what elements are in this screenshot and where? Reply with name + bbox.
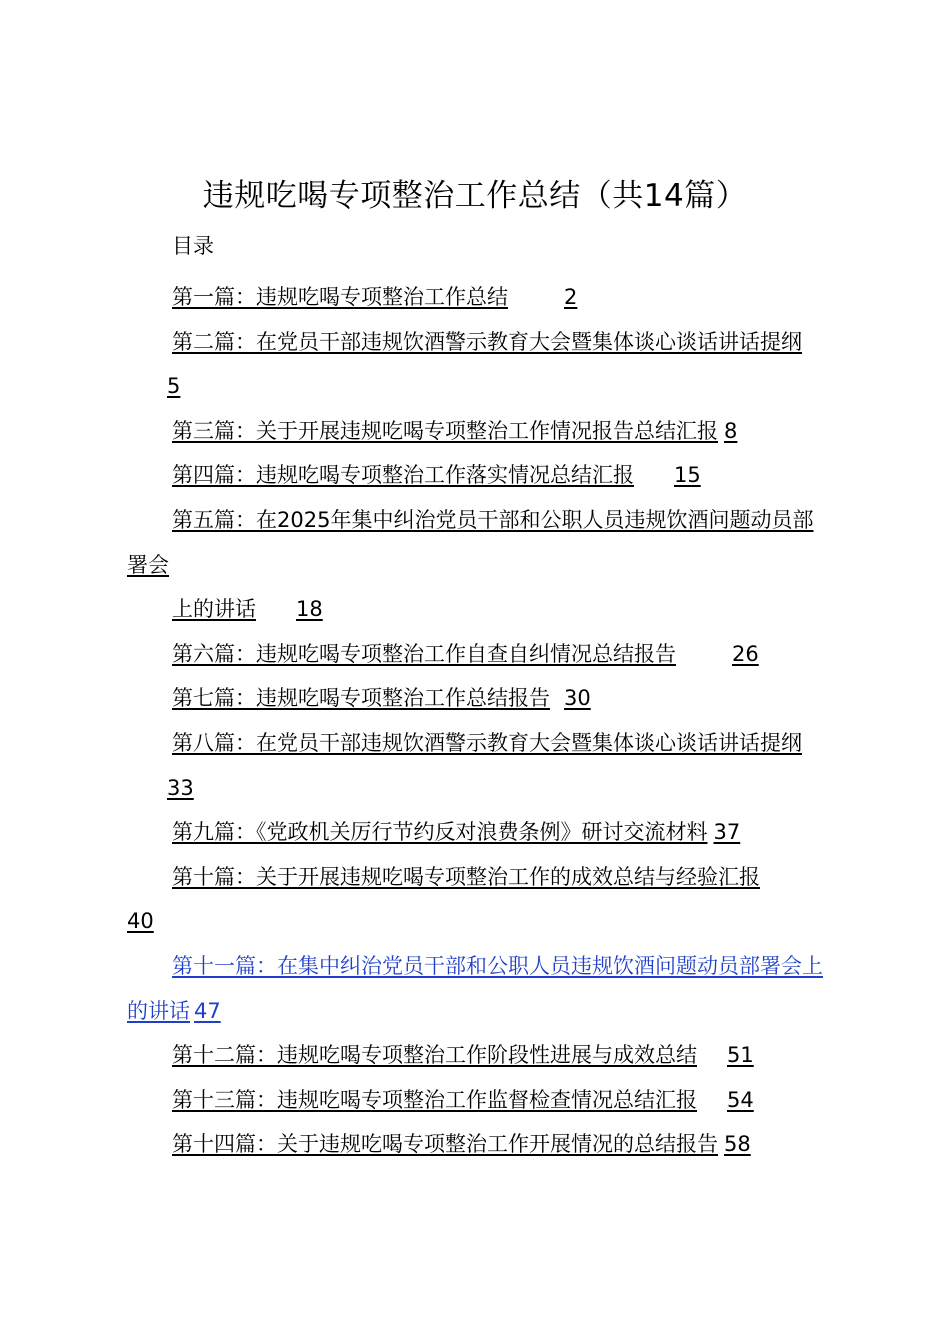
toc-entry-page: 40 — [127, 909, 154, 934]
toc-entry-10[interactable] — [127, 855, 827, 944]
toc-entry-title: 第二篇：在党员干部违规饮酒警示教育大会暨集体谈心谈话讲话提纲 — [172, 329, 802, 354]
toc-entry-2[interactable] — [127, 320, 827, 409]
toc-entry-8[interactable] — [127, 721, 827, 810]
table-of-contents — [127, 275, 827, 1167]
document-title: 违规吃喝专项整治工作总结（共14篇） — [202, 178, 748, 214]
toc-entry-3[interactable] — [127, 409, 827, 454]
toc-entry-page: 2 — [564, 285, 578, 309]
toc-entry-page: 8 — [724, 418, 738, 443]
toc-entry-page: 5 — [167, 374, 181, 399]
toc-entry-title: 第一篇：违规吃喝专项整治工作总结 — [172, 285, 508, 309]
toc-entry-title: 第八篇：在党员干部违规饮酒警示教育大会暨集体谈心谈话讲话提纲 — [172, 730, 802, 755]
toc-entry-title: 第十一篇：在集中纠治党员干部和公职人员违规饮酒问题动员部署会上的讲话 — [127, 953, 823, 1023]
toc-entry-title: 第六篇：违规吃喝专项整治工作自查自纠情况总结报告 — [172, 641, 676, 666]
toc-entry-title: 第四篇：违规吃喝专项整治工作落实情况总结汇报 — [172, 463, 634, 488]
toc-entry-1[interactable] — [127, 275, 827, 320]
toc-entry-12[interactable] — [127, 1033, 827, 1078]
toc-entry-title: 第九篇：《党政机关厉行节约反对浪费条例》研讨交流材料 — [172, 820, 708, 845]
toc-entry-4[interactable] — [127, 453, 827, 498]
toc-entry-page: 33 — [167, 775, 194, 800]
toc-entry-page: 51 — [727, 1043, 754, 1068]
toc-entry-title: 第十篇：关于开展违规吃喝专项整治工作的成效总结与经验汇报 — [172, 864, 760, 889]
toc-entry-page: 58 — [724, 1132, 751, 1157]
toc-entry-9[interactable] — [127, 810, 827, 855]
toc-entry-page: 54 — [727, 1087, 754, 1112]
toc-entry-6[interactable] — [127, 632, 827, 677]
toc-entry-page: 26 — [732, 641, 759, 666]
toc-entry-7[interactable] — [127, 676, 827, 721]
toc-heading: 目录 — [172, 234, 214, 258]
toc-entry-title: 上的讲话 — [172, 597, 256, 622]
toc-entry-page: 47 — [194, 998, 221, 1023]
toc-entry-title: 第十三篇：违规吃喝专项整治工作监督检查情况总结汇报 — [172, 1087, 697, 1112]
toc-entry-page: 15 — [674, 463, 701, 488]
toc-entry-title: 第三篇：关于开展违规吃喝专项整治工作情况报告总结汇报 — [172, 418, 718, 443]
toc-entry-page: 18 — [296, 597, 323, 622]
toc-entry-title: 第五篇：在2025年集中纠治党员干部和公职人员违规饮酒问题动员部署会 — [127, 507, 814, 577]
toc-entry-title: 第十二篇：违规吃喝专项整治工作阶段性进展与成效总结 — [172, 1043, 697, 1068]
toc-entry-13[interactable] — [127, 1078, 827, 1123]
toc-entry-page: 37 — [713, 820, 741, 845]
toc-entry-14[interactable] — [127, 1122, 827, 1167]
toc-entry-title: 第七篇：违规吃喝专项整治工作总结报告 — [172, 686, 550, 711]
toc-entry-5[interactable] — [127, 498, 827, 587]
toc-entry-11[interactable] — [127, 944, 827, 1033]
toc-entry-page: 30 — [564, 686, 591, 711]
toc-entry-title: 第十四篇：关于违规吃喝专项整治工作开展情况的总结报告 — [172, 1132, 718, 1157]
toc-entry-5-continued[interactable] — [127, 587, 827, 632]
